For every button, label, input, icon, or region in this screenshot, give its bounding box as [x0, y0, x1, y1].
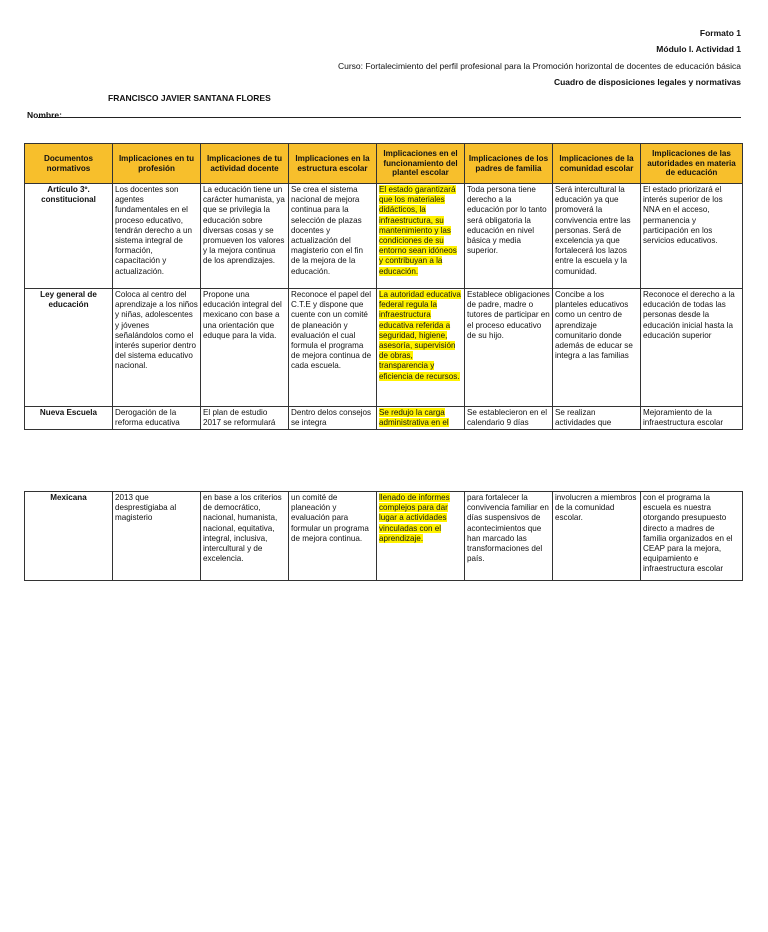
table-cell: Propone una educación integral del mexicano con base a una orientación que eduque para la vida.: [201, 289, 289, 407]
course-label: Curso: Fortalecimiento del perfil profesional para la Promoción horizontal de docentes de educación básica: [337, 61, 741, 71]
highlighted-text: Se redujo la carga administrativa en el: [379, 408, 449, 428]
highlighted-text: El estado garantizará que los materiales didácticos, la infraestructura, su mantenimiento y las condiciones de su entorno sean idóneos y contribuyan a la educación.: [379, 185, 457, 276]
table-cell: Coloca al centro del aprendizaje a los niños y niñas, adolescentes y jóvenes señalándolos como el interés superior dentro del sistema educativo nacional.: [113, 289, 201, 407]
table-cell-highlighted: [377, 289, 465, 407]
name-label: Nombre:: [27, 110, 62, 120]
table-cell: Se crea el sistema nacional de mejora continua para la selección de plazas docentes y actualización del magisterio con el fin de la mejora de la educación.: [289, 184, 377, 289]
table-cell: Reconoce el papel del C.T.E y dispone que cuente con un comité de planeación y evaluación el cual formula el programa de mejora continua de cada escuela.: [289, 289, 377, 407]
row-label: Artículo 3º. constitucional: [25, 184, 113, 289]
table-cell-highlighted: [377, 184, 465, 289]
table-row: [25, 184, 743, 289]
column-header: Implicaciones de los padres de familia: [465, 144, 553, 184]
table-cell: Se realizan actividades que: [553, 407, 641, 430]
table-cell: Concibe a los planteles educativos como un centro de aprendizaje comunitario donde además de educar se integra a las familias: [553, 289, 641, 407]
column-header: Documentos normativos: [25, 144, 113, 184]
table-cell: El estado priorizará el interés superior de los NNA en el acceso, permanencia y participación en los servicios educativos.: [641, 184, 743, 289]
column-header: Implicaciones en la estructura escolar: [289, 144, 377, 184]
table-cell: Será intercultural la educación ya que promoverá la convivencia entre las personas. Será de excelencia ya que fortalecerá los lazos entre la escuela y la comunidad.: [553, 184, 641, 289]
table-row: [25, 289, 743, 407]
legal-dispositions-table: [24, 143, 743, 430]
table-cell: Reconoce el derecho a la educación de todas las personas desde la educación inicial hasta la educación superior: [641, 289, 743, 407]
author-name: FRANCISCO JAVIER SANTANA FLORES: [108, 93, 271, 103]
table-header-row: [25, 144, 743, 184]
table-cell: Derogación de la reforma educativa: [113, 407, 201, 430]
column-header: Implicaciones de la comunidad escolar: [553, 144, 641, 184]
table-cell: Dentro delos consejos se integra: [289, 407, 377, 430]
table-cell: Mejoramiento de la infraestructura escolar: [641, 407, 743, 430]
table-cell-highlighted: [377, 492, 465, 581]
column-header: Implicaciones de las autoridades en materia de educación: [641, 144, 743, 184]
highlighted-text: La autoridad educativa federal regula la infraestructura educativa referida a seguridad, higiene, asesoría, supervisión de obras, transparencia y eficiencia de recursos.: [379, 290, 461, 381]
table-cell: un comité de planeación y evaluación para formular un programa de mejora continua.: [289, 492, 377, 581]
column-header: Implicaciones de tu actividad docente: [201, 144, 289, 184]
column-header: Implicaciones en el funcionamiento del plantel escolar: [377, 144, 465, 184]
row-label: Ley general de educación: [25, 289, 113, 407]
highlighted-text: llenado de informes complejos para dar lugar a actividades vinculadas con el aprendizaje.: [379, 493, 450, 543]
table-cell: Se establecieron en el calendario 9 días: [465, 407, 553, 430]
table-cell: 2013 que desprestigiaba al magisterio: [113, 492, 201, 581]
table-cell: Establece obligaciones de padre, madre o tutores de participar en el proceso educativo de su hijo.: [465, 289, 553, 407]
column-header: Implicaciones en tu profesión: [113, 144, 201, 184]
table-cell: La educación tiene un carácter humanista, ya que se privilegia la educación sobre diversas cosas y se promueven los valores y la mejora continua de los aprendizajes.: [201, 184, 289, 289]
table-cell: involucren a miembros de la comunidad escolar.: [553, 492, 641, 581]
table-cell: con el programa la escuela es nuestra otorgando presupuesto directo a madres de familia organizados en el CEAP para la mejora, equipamiento e infraestructura escolar: [641, 492, 743, 581]
row-label: Nueva Escuela: [25, 407, 113, 430]
name-field: [27, 110, 62, 120]
format-label: Formato 1: [699, 28, 741, 38]
table-row: [25, 407, 743, 430]
legal-dispositions-table-continued: [24, 491, 743, 581]
table-cell: en base a los criterios de democrático, nacional, humanista, nacional, equitativa, integral, inclusiva, intercultural y de excelencia.: [201, 492, 289, 581]
document-title: Cuadro de disposiciones legales y normativas: [553, 77, 741, 87]
table-cell: Toda persona tiene derecho a la educación por lo tanto será obligatoria la educación en nivel básica y media superior.: [465, 184, 553, 289]
row-label: Mexicana: [25, 492, 113, 581]
table-cell: El plan de estudio 2017 se reformulará: [201, 407, 289, 430]
table-cell: para fortalecer la convivencia familiar en días suspensivos de acontecimientos que han marcado las transformaciones del país.: [465, 492, 553, 581]
module-label: Módulo I. Actividad 1: [656, 44, 741, 54]
table-row: [25, 492, 743, 581]
table-cell: Los docentes son agentes fundamentales en el proceso educativo, tendrán derecho a un sistema integral de formación, capacitación y actualización.: [113, 184, 201, 289]
table-cell-highlighted: [377, 407, 465, 430]
name-underline: [38, 117, 741, 118]
